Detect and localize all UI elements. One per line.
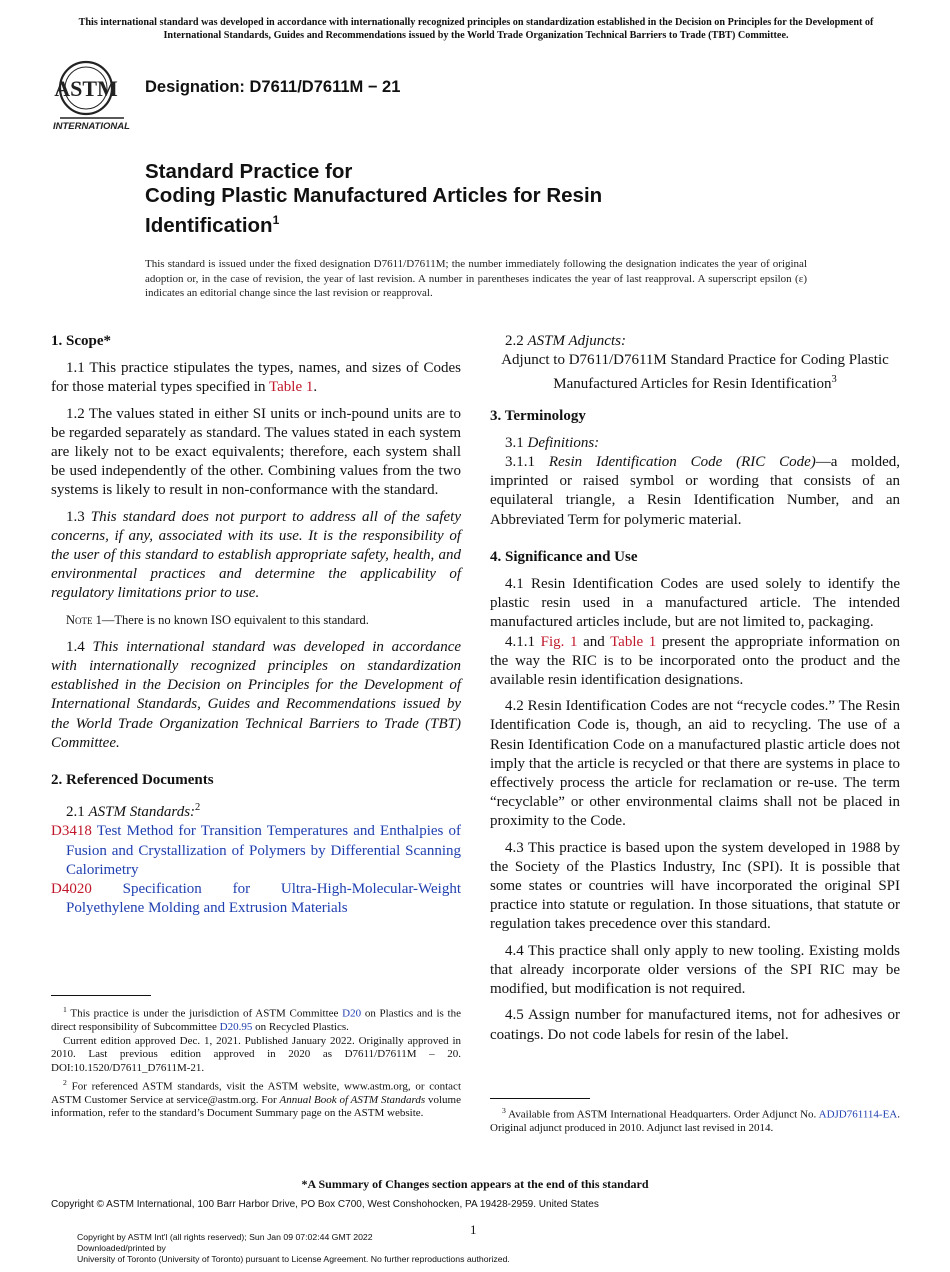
para-2-1: [51, 798, 461, 822]
logo-subtext: INTERNATIONAL: [53, 121, 130, 132]
para-1-2: 1.2 The values stated in either SI units or inch-pound units are to be regarded separately as standard. The values stated in each system are likely not to be exact equivalents; therefore, each system shall be used independently of the other. Combining values from the two systems is likely to result in non-conformance with the standard.: [51, 405, 461, 499]
table-1-link[interactable]: Table 1: [269, 379, 314, 396]
para-2-1-number: 2.1: [66, 804, 89, 821]
para-4-5: 4.5 Assign number for manufactured items, not for adhesives or coatings. Do not code labels for resin of the label.: [490, 1007, 900, 1043]
footnote-1-text-a: This practice is under the jurisdiction of ASTM Committee: [66, 1007, 343, 1020]
footnote-1-text-c: on Recycled Plastics.: [252, 1021, 349, 1034]
para-2-2-number: 2.2: [505, 333, 528, 349]
adjunct-order-link[interactable]: ADJD761114-EA: [818, 1108, 898, 1121]
fig-1-link[interactable]: Fig. 1: [540, 633, 578, 650]
footnote-2-text-a: For referenced ASTM standards, visit the ASTM website, www.astm.org, or contact ASTM Customer Service at service@astm.org. For: [51, 1080, 461, 1106]
adjunct-text: Adjunct to D7611/D7611M Standard Practice for Coding Plastic Manufactured Articles for Resin Identification: [501, 352, 889, 393]
footnote-3-mark: 3: [502, 1106, 506, 1115]
adjunct-entry: [490, 351, 900, 394]
para-1-4-text: This international standard was developed in accordance with internationally recognized principles on standardization established in the Decision on Principles for the Development of International Standards, Guides and Recommendations issued by the World Trade Organization Technical Barriers to Trade (TBT) Committee.: [51, 638, 462, 751]
para-3-1-1: [490, 453, 900, 530]
footnote-1-mark: 1: [63, 1005, 67, 1014]
title-footnote-mark: 1: [272, 213, 280, 227]
footnote-divider-right: [490, 1098, 590, 1099]
download-stamp-line-2: Downloaded/printed by: [77, 1242, 166, 1253]
para-1-3-text: This standard does not purport to address all of the safety concerns, if any, associated with its use. It is the responsibility of the user of this standard to establish appropriate safety, health, and environmental practices and determine the applicability of regulatory limitations prior to use.: [51, 508, 461, 602]
reference-d3418-title[interactable]: Test Method for Transition Temperatures and Enthalpies of Fusion and Crystallization of Polymers by Differential Scanning Calorimetry: [66, 823, 461, 878]
para-1-1-end: .: [313, 379, 318, 396]
para-1-1-text: 1.1 This practice stipulates the types, names, and sizes of Codes for those material types specified in: [51, 360, 461, 396]
adjunct-footnote-mark: 3: [831, 374, 837, 386]
reference-d3418: [51, 822, 461, 880]
section-2-heading: 2. Referenced Documents: [51, 772, 214, 789]
para-4-1: 4.1 Resin Identification Codes are used solely to identify the plastic resin used in a manufactured article. The intended manufactured articles include, but are not limited to, packaging.: [490, 576, 900, 631]
table-1-link-2[interactable]: Table 1: [610, 633, 657, 650]
reference-d3418-code[interactable]: D3418: [51, 823, 92, 840]
footnote-2-mark: 2: [63, 1077, 67, 1087]
para-2-2: [490, 332, 900, 351]
para-2-2-text: ASTM Adjuncts:: [527, 333, 626, 349]
download-stamp-line-3: University of Toronto (University of Toronto) pursuant to License Agreement. No further reproductions authorized.: [77, 1253, 510, 1264]
para-4-4: 4.4 This practice shall only apply to new tooling. Existing molds that already incorporate older versions of the SPI RIC may be modified, but modification is not required.: [490, 942, 900, 998]
note-label: Note: [66, 612, 93, 627]
para-3-1: [490, 434, 900, 453]
designation: Designation: D7611/D7611M − 21: [145, 78, 401, 96]
download-stamp: [77, 1232, 510, 1264]
top-notice: This international standard was developed in accordance with internationally recognized principles on standardization established in the Decision on Principles for the Development of International Standards, Guides and Recommendations issued by the World Trade Organization Technical Barriers to Trade (TBT) Committee.: [78, 17, 874, 41]
footnote-3-text-b: . Original adjunct produced in 2010. Adjunct last revised in 2014.: [490, 1108, 900, 1135]
footnotes-left: [51, 1003, 461, 1121]
title-line-2: Coding Plastic Manufactured Articles for Resin: [145, 184, 603, 207]
para-4-2: 4.2 Resin Identification Codes are not “recycle codes.” The Resin Identification Code is, though, an aid to recycling. The use of a Resin Identification Code on a manufactured plastic article does not imply that the article is recycled or that there are systems in place to effectively process the article for reclamation or re-use. The term “recyclable” or other environmental claims shall not be placed in proximity to the Code.: [490, 698, 900, 830]
page-number: 1: [470, 1222, 477, 1237]
para-4-1-1-text: present the appropriate information on the way the RIC is to be incorporated onto the product and the available resin identification designations.: [490, 633, 901, 689]
reference-d4020-code[interactable]: D4020: [51, 881, 92, 898]
right-column: [490, 332, 900, 1052]
footnote-1: [51, 1003, 461, 1035]
logo-text: ASTM: [54, 76, 118, 101]
para-3-1-number: 3.1: [505, 434, 528, 451]
para-2-1-footnote-mark: 2: [195, 802, 201, 814]
para-3-1-1-number: 3.1.1: [505, 454, 549, 471]
para-3-1-text: Definitions:: [527, 434, 600, 451]
para-4-1-1-and: and: [577, 633, 611, 650]
subcommittee-d20-95-link[interactable]: D20.95: [219, 1021, 253, 1034]
ric-code-term: Resin Identification Code (RIC Code): [548, 454, 816, 471]
issuance-statement: This standard is issued under the fixed designation D7611/D7611M; the number immediately following the designation indicates the year of original adoption or, in the case of revision, the year of last revision. A number in parentheses indicates the year of last reapproval. A superscript epsilon (ε) indicates an editorial change since the last revision or reapproval.: [145, 258, 807, 299]
title-line-3-text: Identification: [145, 213, 273, 237]
summary-of-changes-note: *A Summary of Changes section appears at the end of this standard: [301, 1177, 649, 1191]
footnote-divider-left: [51, 995, 151, 996]
footnote-2: [51, 1076, 461, 1121]
section-4-heading: 4. Significance and Use: [490, 548, 638, 565]
reference-d4020: [51, 880, 461, 918]
para-3-1-1-text: —a molded, imprinted or raised symbol or wording that consists of an equilateral triangle, a Resin Identification Number, and an Abbreviated Term for polymeric material.: [490, 454, 900, 528]
document-title: [145, 160, 845, 238]
para-1-1: [51, 359, 461, 397]
astm-logo: [52, 58, 136, 134]
footnotes-right: [490, 1104, 900, 1136]
para-4-3: 4.3 This practice is based upon the system developed in 1988 by the Society of the Plastics Industry, Inc (SPI). It is possible that some states or countries will have incorporated the original SPI practice into statute or regulation. In those situations, that statute or regulation takes precedence over this standard.: [490, 839, 900, 933]
para-1-3: [51, 508, 461, 604]
footnote-3: [490, 1104, 900, 1136]
footnote-2-text-b: volume information, refer to the standard’s Document Summary page on the ASTM website.: [51, 1093, 461, 1120]
copyright-line: Copyright © ASTM International, 100 Barr Harbor Drive, PO Box C700, West Conshohocken, PA 19428-2959. United States: [51, 1199, 599, 1210]
footnote-3-text-a: Available from ASTM International Headquarters. Order Adjunct No.: [505, 1108, 819, 1121]
download-stamp-line-1: Copyright by ASTM Int'l (all rights reserved); Sun Jan 09 07:02:44 GMT 2022: [77, 1232, 373, 1242]
note-text: 1—There is no known ISO equivalent to this standard.: [92, 612, 369, 627]
footnote-2-italic: Annual Book of ASTM Standards: [279, 1093, 426, 1106]
reference-d4020-title[interactable]: Specification for Ultra-High-Molecular-Weight Polyethylene Molding and Extrusion Materials: [66, 881, 461, 917]
astm-logo-graphic: [52, 58, 136, 134]
para-4-1-1-number: 4.1.1: [505, 633, 541, 650]
left-column: [51, 332, 461, 918]
section-3-heading: 3. Terminology: [490, 407, 586, 424]
section-1-heading: 1. Scope*: [51, 333, 111, 349]
footnote-1-edition: Current edition approved Dec. 1, 2021. Published January 2022. Originally approved in 2010. Last previous edition approved in 2020 as D7611/D7611M – 20. DOI:10.1520/D7611_D7611M-21.: [51, 1034, 461, 1075]
para-4-1-1: [490, 633, 900, 691]
para-2-1-text: ASTM Standards:: [88, 804, 196, 821]
note-1: [51, 611, 461, 630]
footnote-1-text-b: on Plastics and is the direct responsibility of Subcommittee: [51, 1007, 461, 1034]
para-1-3-number: 1.3: [66, 508, 91, 525]
title-line-3: [145, 208, 845, 238]
title-line-1: Standard Practice for: [145, 160, 353, 183]
para-1-4: [51, 638, 461, 753]
para-1-4-number: 1.4: [66, 638, 93, 655]
committee-d20-link[interactable]: D20: [342, 1007, 362, 1020]
